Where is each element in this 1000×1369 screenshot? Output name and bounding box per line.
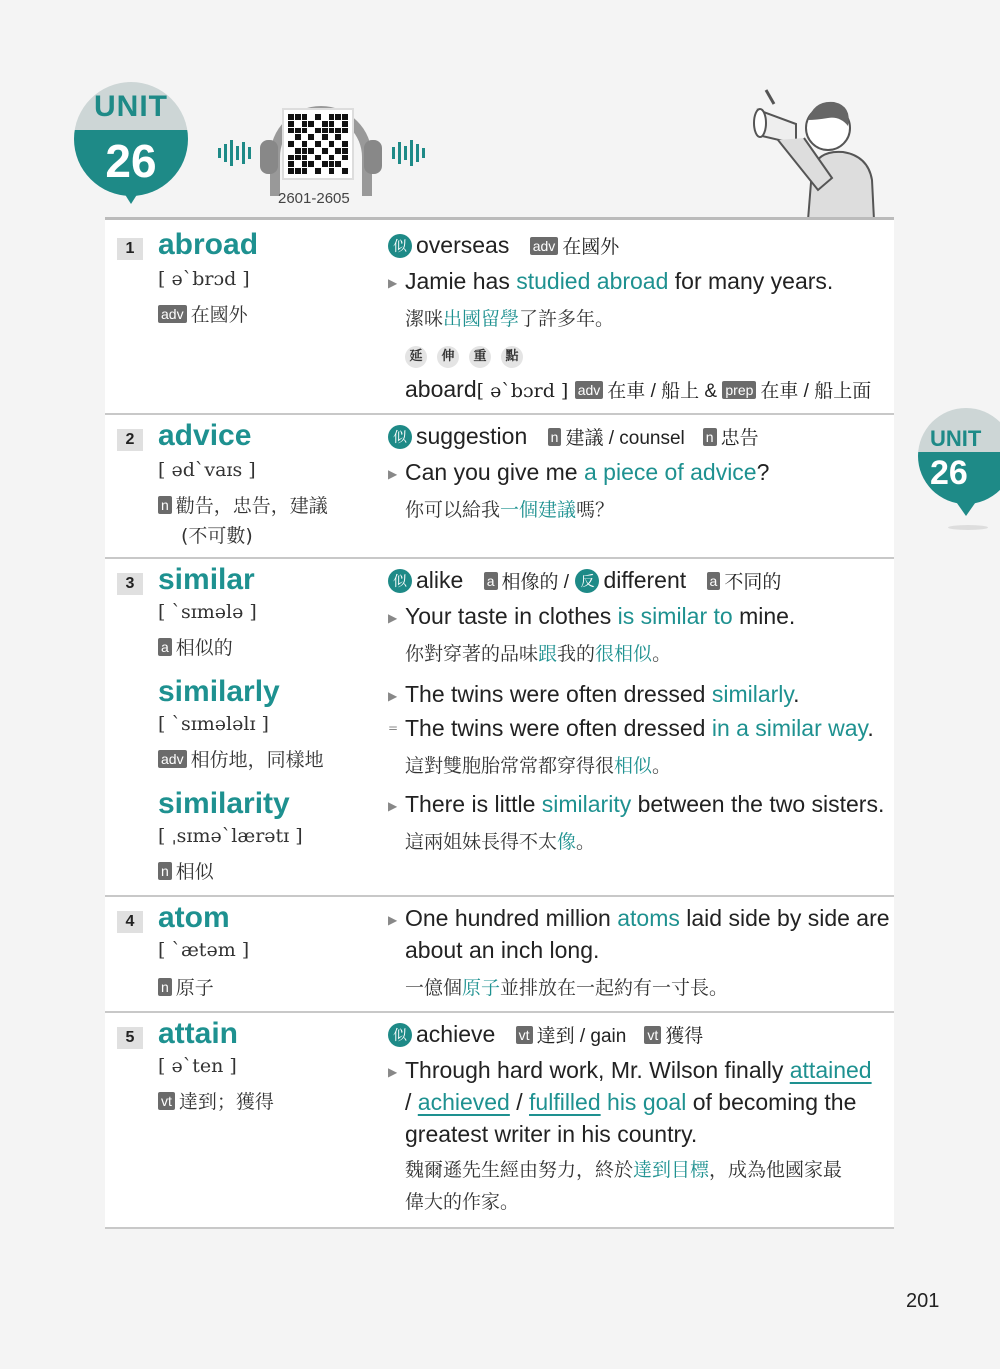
entry-number: 1 xyxy=(117,238,143,260)
definition: n 相似 xyxy=(158,857,214,884)
pronunciation: [ əˋten ] xyxy=(158,1055,237,1077)
synonym-line: 似 suggestion n 建議 / counsel n 忠告 xyxy=(388,423,759,450)
example-sentence: One hundred million atoms laid side by side are xyxy=(405,905,890,931)
example-arrow-icon: ▶ xyxy=(388,611,398,625)
example-sentence: Through hard work, Mr. Wilson finally attained xyxy=(405,1057,872,1083)
unit-label: UNIT xyxy=(94,90,168,123)
headword: advice xyxy=(158,419,252,452)
pos-tag: adv xyxy=(158,305,187,323)
example-sentence: There is little similarity between the two sisters. xyxy=(405,791,885,817)
example-sentence: Your taste in clothes is similar to mine. xyxy=(405,603,796,629)
vocab-entry xyxy=(105,415,894,559)
pronunciation: [ ˋsɪmələ ] xyxy=(158,601,257,623)
example-arrow-icon: ▶ xyxy=(388,799,398,813)
pronunciation: [ ˋætəm ] xyxy=(158,939,250,961)
pronunciation: [ ədˋvaɪs ] xyxy=(158,459,256,481)
vocab-entry xyxy=(105,220,894,415)
entry-number: 3 xyxy=(117,573,143,595)
page-number: 201 xyxy=(906,1290,940,1312)
synonym-line: 似 overseas adv 在國外 xyxy=(388,232,619,259)
sound-wave-icon xyxy=(392,138,425,168)
example-arrow-icon: ▶ xyxy=(388,689,398,703)
side-unit-tab[interactable] xyxy=(918,408,1000,528)
megaphone-person-illustration xyxy=(748,80,878,220)
example-translation: 魏爾遜先生經由努力，終於達到目標，成為他國家最 xyxy=(405,1159,843,1181)
example-translation: 這兩姐妹長得不太像。 xyxy=(405,831,596,853)
example-translation-cont: 偉大的作家。 xyxy=(405,1191,520,1213)
side-unit-number: 26 xyxy=(930,454,968,492)
example-sentence: The twins were often dressed in a similar way. xyxy=(405,715,874,741)
audio-track-code: 2601-2605 xyxy=(278,190,350,207)
extension-label: 延 伸 重 點 xyxy=(405,346,523,368)
pronunciation: [ ˌsɪməˋlærətɪ ] xyxy=(158,825,303,847)
side-unit-label: UNIT xyxy=(930,426,982,451)
example-sentence-cont: about an inch long. xyxy=(405,937,600,963)
entry-number: 2 xyxy=(117,429,143,451)
derived-word: similarity xyxy=(158,787,290,820)
qr-code[interactable] xyxy=(282,108,354,180)
vocab-entry xyxy=(105,559,894,897)
headword: atom xyxy=(158,901,230,934)
equals-icon: = xyxy=(388,721,399,735)
pronunciation: [ əˋbrɔd ] xyxy=(158,268,250,290)
example-sentence: Jamie has studied abroad for many years. xyxy=(405,268,834,294)
headword: similar xyxy=(158,563,255,596)
vocabulary-table xyxy=(105,217,894,1229)
derived-word: similarly xyxy=(158,675,280,708)
definition: adv 在國外 xyxy=(158,300,248,327)
example-arrow-icon: ▶ xyxy=(388,467,398,481)
entry-number: 5 xyxy=(117,1027,143,1049)
example-arrow-icon: ▶ xyxy=(388,276,398,290)
example-translation: 這對雙胞胎常常都穿得很相似。 xyxy=(405,755,672,777)
definition: a 相似的 xyxy=(158,633,233,660)
synonym-line: 似 achieve vt 達到 / gain vt 獲得 xyxy=(388,1021,703,1048)
entry-number: 4 xyxy=(117,911,143,933)
example-sentence: The twins were often dressed similarly. xyxy=(405,681,800,707)
definition: adv 相仿地，同樣地 xyxy=(158,745,324,772)
synonym-line: 似 alike a 相像的 / 反 different a 不同的 xyxy=(388,567,781,594)
example-arrow-icon: ▶ xyxy=(388,913,398,927)
example-sentence: Can you give me a piece of advice? xyxy=(405,459,770,485)
definition: n 原子 xyxy=(158,973,214,1000)
synonym-icon: 似 xyxy=(388,234,412,258)
unit-badge xyxy=(74,82,188,208)
example-arrow-icon: ▶ xyxy=(388,1065,398,1079)
definition-note: (不可數) xyxy=(181,525,253,547)
audio-qr-block[interactable] xyxy=(218,100,423,200)
example-sentence-cont: / achieved / fulfilled his goal of becoming the xyxy=(405,1089,857,1115)
definition: vt 達到；獲得 xyxy=(158,1087,274,1114)
example-translation: 你對穿著的品味跟我的很相似。 xyxy=(405,643,672,665)
vocab-entry xyxy=(105,897,894,1013)
example-translation: 一億個原子並排放在一起約有一寸長。 xyxy=(405,977,729,999)
headword: attain xyxy=(158,1017,239,1050)
pronunciation: [ ˋsɪmələlɪ ] xyxy=(158,713,269,735)
vocab-entry xyxy=(105,1013,894,1229)
antonym-icon: 反 xyxy=(575,569,599,593)
extension-line: aboard[ əˋbɔrd ] adv 在車 / 船上 & prep 在車 / 船上面 xyxy=(405,376,872,402)
definition: n 勸告，忠告，建議 xyxy=(158,491,328,518)
sound-wave-icon xyxy=(218,138,251,168)
example-sentence-cont: greatest writer in his country. xyxy=(405,1121,698,1147)
example-translation: 潔咪出國留學了許多年。 xyxy=(405,308,615,330)
unit-number: 26 xyxy=(105,135,157,187)
example-translation: 你可以給我一個建議嗎？ xyxy=(405,499,615,521)
headword: abroad xyxy=(158,228,259,261)
